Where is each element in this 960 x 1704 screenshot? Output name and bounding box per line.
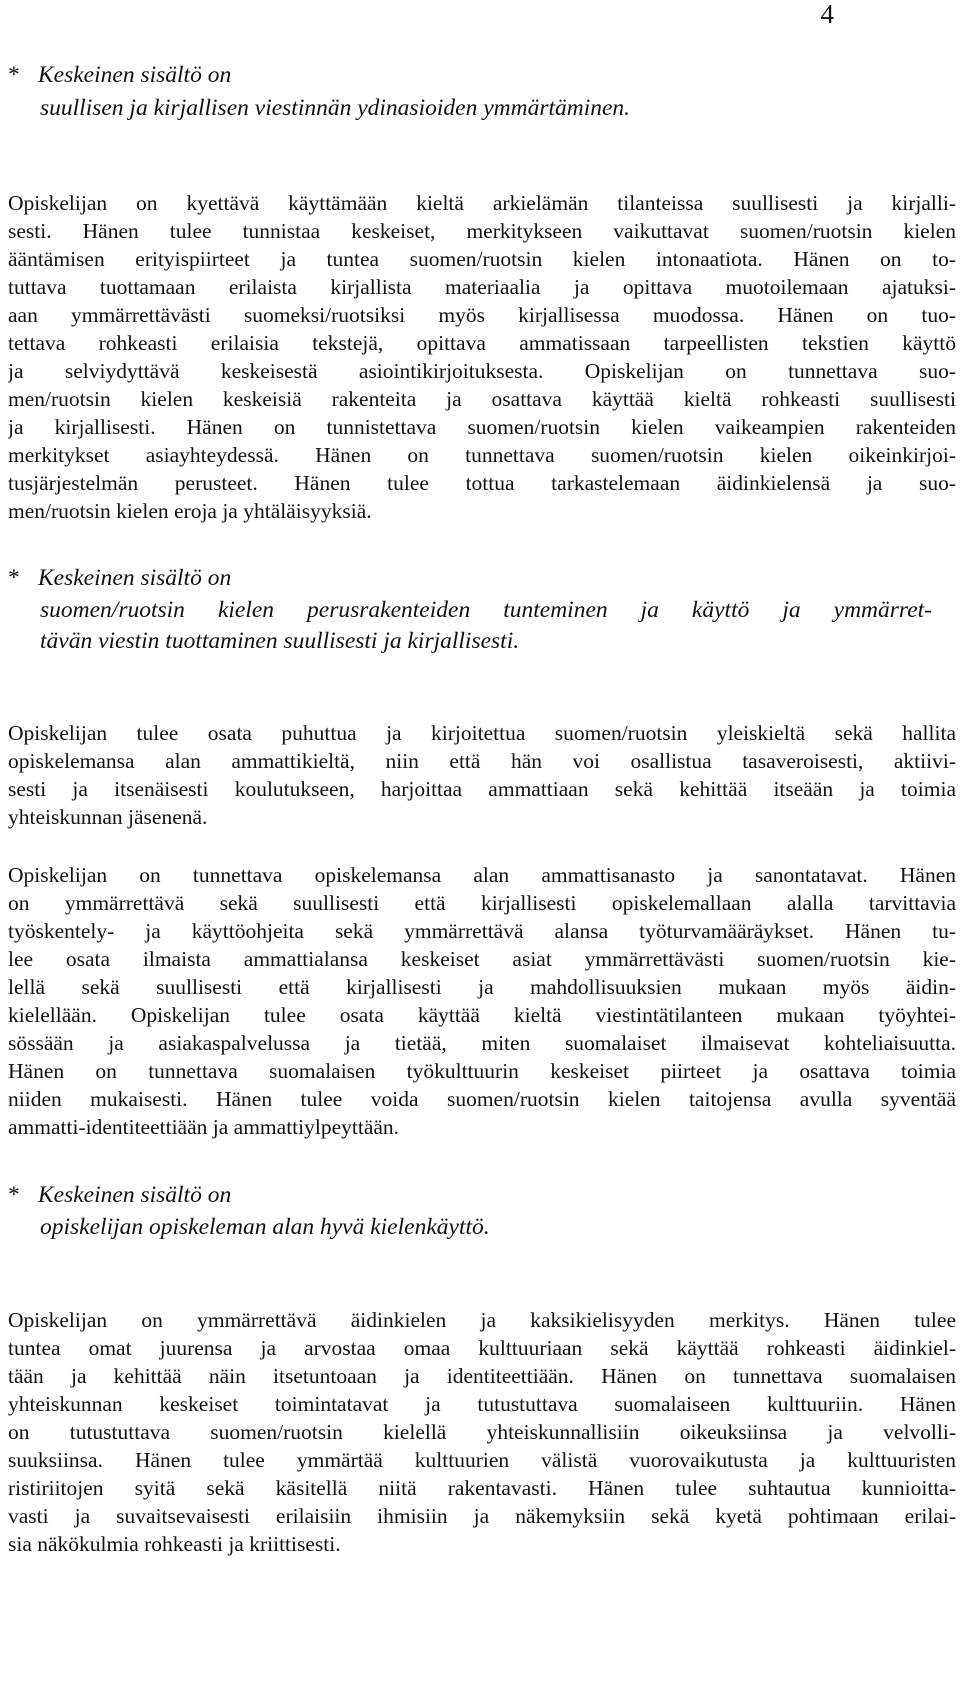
text-line: sössään ja asiakaspalvelussa ja tietää, miten suomalaiset ilmaisevat kohteliaisuutta. [8,1031,956,1055]
text-line: tusjärjestelmän perusteet. Hänen tulee tottua tarkastelemaan äidinkielensä ja suo- [8,471,956,495]
section-heading [8,563,956,593]
text-line: tuntea omat juurensa ja arvostaa omaa kulttuuriaan sekä käyttää rohkeasti äidinkiel- [8,1336,956,1360]
text-line: työskentely- ja käyttöohjeita sekä ymmärrettävä alansa työturvamääräykset. Hänen tu- [8,919,956,943]
heading-bullet: * [8,62,20,88]
heading-bullet: * [8,1182,20,1208]
text-line: Opiskelijan on tunnettava opiskelemansa alan ammattisanasto ja sanontatavat. Hänen [8,863,956,887]
text-line: suuksiinsa. Hänen tulee ymmärtää kulttuurien välistä vuorovaikutusta ja kulttuuristen [8,1448,956,1472]
heading-bullet: * [8,565,20,591]
text-line: men/ruotsin kielen keskeisiä rakenteita ja osattava käyttää kieltä rohkeasti suullisesti [8,387,956,411]
text-line: Hänen on tunnettava suomalaisen työkulttuurin keskeiset piirteet ja osattava toimia [8,1059,956,1083]
text-line: tettava rohkeasti erilaisia tekstejä, opittava ammatissaan tarpeellisten tekstien käyttö [8,331,956,355]
heading-line: Keskeinen sisältö on [38,565,232,591]
text-line: lee osata ilmaista ammattialansa keskeiset asiat ymmärrettävästi suomen/ruotsin kie- [8,947,956,971]
text-line: men/ruotsin kielen eroja ja yhtäläisyyksiä. [8,499,372,523]
heading-line: opiskelijan opiskeleman alan hyvä kielenkäyttö. [40,1214,490,1240]
heading-line: tävän viestin tuottaminen suullisesti ja kirjallisesti. [40,628,520,654]
section-heading [8,60,956,90]
text-line: sia näkökulmia rohkeasti ja kriittisesti. [8,1532,341,1556]
text-line: yhteiskunnan keskeiset toimintatavat ja tutustuttava suomalaiseen kulttuuriin. Hänen [8,1392,956,1416]
heading-line: suullisen ja kirjallisen viestinnän ydinasioiden ymmärtäminen. [40,95,631,121]
text-line: yhteiskunnan jäsenenä. [8,805,208,829]
text-line: on tutustuttava suomen/ruotsin kielellä yhteiskunnallisiin oikeuksiinsa ja velvolli- [8,1420,956,1444]
text-line: ristiriitojen syitä sekä käsitellä niitä rakentavasti. Hänen tulee suhtautua kunnioitta- [8,1476,956,1500]
text-line: sesti ja itsenäisesti koulutukseen, harjoittaa ammattiaan sekä kehittää itseään ja toimia [8,777,956,801]
text-line: aan ymmärrettävästi suomeksi/ruotsiksi myös kirjallisessa muodossa. Hänen on tuo- [8,303,956,327]
text-line: kielellään. Opiskelijan tulee osata käyttää kieltä viestintätilanteen mukaan työyhtei- [8,1003,956,1027]
text-line: vasti ja suvaitsevaisesti erilaisiin ihmisiin ja näkemyksiin sekä kyetä pohtimaan erilai- [8,1504,956,1528]
text-line: ja selviydyttävä keskeisestä asiointikirjoituksesta. Opiskelijan on tunnettava suo- [8,359,956,383]
heading-line: Keskeinen sisältö on [38,62,232,88]
page-number: 4 [820,0,834,29]
text-line: sesti. Hänen tulee tunnistaa keskeiset, merkitykseen vaikuttavat suomen/ruotsin kielen [8,219,956,243]
text-line: ääntämisen erityispiirteet ja tuntea suomen/ruotsin kielen intonaatiota. Hänen on to- [8,247,956,271]
text-line: opiskelemansa alan ammattikieltä, niin että hän voi osallistua tasaveroisesti, aktiivi- [8,749,956,773]
text-line: tuttava tuottamaan erilaista kirjallista materiaalia ja opittava muotoilemaan ajatuksi- [8,275,956,299]
text-line: merkitykset asiayhteydessä. Hänen on tunnettava suomen/ruotsin kielen oikeinkirjoi- [8,443,956,467]
text-line: tään ja kehittää näin itsetuntoaan ja identiteettiään. Hänen on tunnettava suomalaisen [8,1364,956,1388]
text-line: on ymmärrettävä sekä suullisesti että kirjallisesti opiskelemallaan alalla tarvittavia [8,891,956,915]
text-line: ammatti-identiteettiään ja ammattiylpeyttään. [8,1115,400,1139]
text-line: Opiskelijan tulee osata puhuttua ja kirjoitettua suomen/ruotsin yleiskieltä sekä hallita [8,721,956,745]
heading-line: Keskeinen sisältö on [38,1182,232,1208]
text-line: ja kirjallisesti. Hänen on tunnistettava suomen/ruotsin kielen vaikeampien rakenteiden [8,415,956,439]
text-line: Opiskelijan on ymmärrettävä äidinkielen ja kaksikielisyyden merkitys. Hänen tulee [8,1308,956,1332]
heading-line: suomen/ruotsin kielen perusrakenteiden tunteminen ja käyttö ja ymmärret- [40,597,932,623]
text-line: niiden mukaisesti. Hänen tulee voida suomen/ruotsin kielen taitojensa avulla syventää [8,1087,956,1111]
text-line: lellä sekä suullisesti että kirjallisesti ja mahdollisuuksien mukaan myös äidin- [8,975,956,999]
text-line: Opiskelijan on kyettävä käyttämään kieltä arkielämän tilanteissa suullisesti ja kirjalli- [8,191,956,215]
section-heading [8,1180,956,1210]
